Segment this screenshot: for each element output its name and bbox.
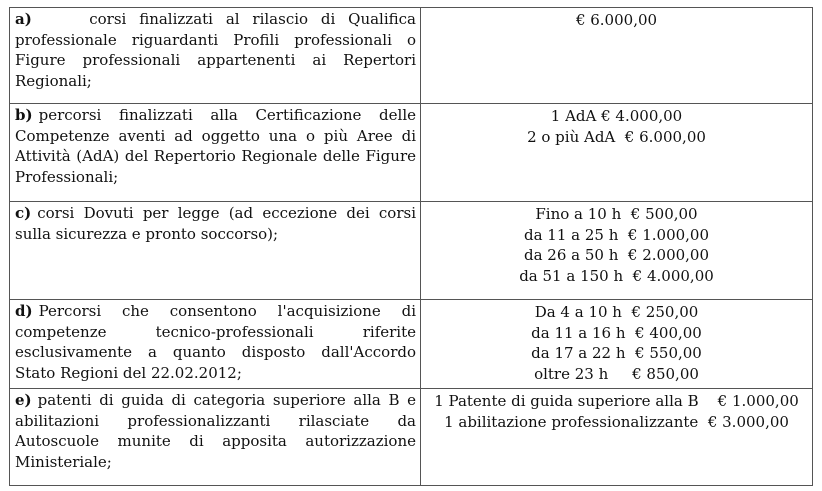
course-description-cell xyxy=(10,8,421,104)
course-description-cell xyxy=(10,202,421,300)
cost-cell xyxy=(421,8,813,104)
cost-cell xyxy=(421,389,813,486)
cost-line: da 17 a 22 h € 550,00 xyxy=(531,344,702,362)
cost-line: Fino a 10 h € 500,00 xyxy=(535,205,698,223)
course-description-cell xyxy=(10,389,421,486)
course-description: Percorsi che consentono l'acquisizione di competenze tecnico-professionali riferite esclusivamente a quanto disposto dall'Accordo Stato Regioni del 22.02.2012; xyxy=(15,302,416,382)
cost-line: € 6.000,00 xyxy=(575,11,658,29)
cost-line: 1 abilitazione professionalizzante € 3.000,00 xyxy=(444,412,789,431)
cost-line: 2 o più AdA € 6.000,00 xyxy=(527,127,706,146)
cost-line: da 51 a 150 h € 4.000,00 xyxy=(519,266,714,285)
course-description-cell xyxy=(10,300,421,389)
table-row xyxy=(10,8,813,104)
cost-line: da 26 a 50 h € 2.000,00 xyxy=(523,246,710,264)
cost-cell xyxy=(421,104,813,202)
cost-line: 1 Patente di guida superiore alla B € 1.000,00 xyxy=(434,392,799,410)
item-letter: d) xyxy=(15,302,33,320)
item-letter: b) xyxy=(15,106,33,124)
course-description: percorsi finalizzati alla Certificazione delle Competenze aventi ad oggetto una o più Aree di Attività (AdA) del Repertorio Regionale delle Figure Professionali; xyxy=(15,106,416,186)
course-description-cell xyxy=(10,104,421,202)
cost-cell xyxy=(421,202,813,300)
cost-line: da 11 a 25 h € 1.000,00 xyxy=(523,225,710,244)
table-row xyxy=(10,389,813,486)
cost-line: 1 AdA € 4.000,00 xyxy=(550,107,683,125)
course-description: corsi finalizzati al rilascio di Qualifica professionale riguardanti Profili professionali o Figure professionali appartenenti ai Repertori Regionali; xyxy=(15,10,421,90)
cost-line: oltre 23 h € 850,00 xyxy=(534,364,699,383)
item-letter: c) xyxy=(15,204,32,222)
item-letter: a) xyxy=(15,10,32,28)
course-description: corsi Dovuti per legge (ad eccezione dei corsi sulla sicurezza e pronto soccorso); xyxy=(15,204,416,243)
table-row xyxy=(10,104,813,202)
course-description: patenti di guida di categoria superiore alla B e abilitazioni professionalizzanti rilasciate da Autoscuole munite di apposita autorizzazione Ministeriale; xyxy=(15,391,416,471)
item-letter: e) xyxy=(15,391,32,409)
cost-cell xyxy=(421,300,813,389)
cost-line: Da 4 a 10 h € 250,00 xyxy=(534,303,699,321)
cost-line: da 11 a 16 h € 400,00 xyxy=(531,323,702,342)
table-row xyxy=(10,202,813,300)
table-row xyxy=(10,300,813,389)
fee-table xyxy=(9,7,813,486)
